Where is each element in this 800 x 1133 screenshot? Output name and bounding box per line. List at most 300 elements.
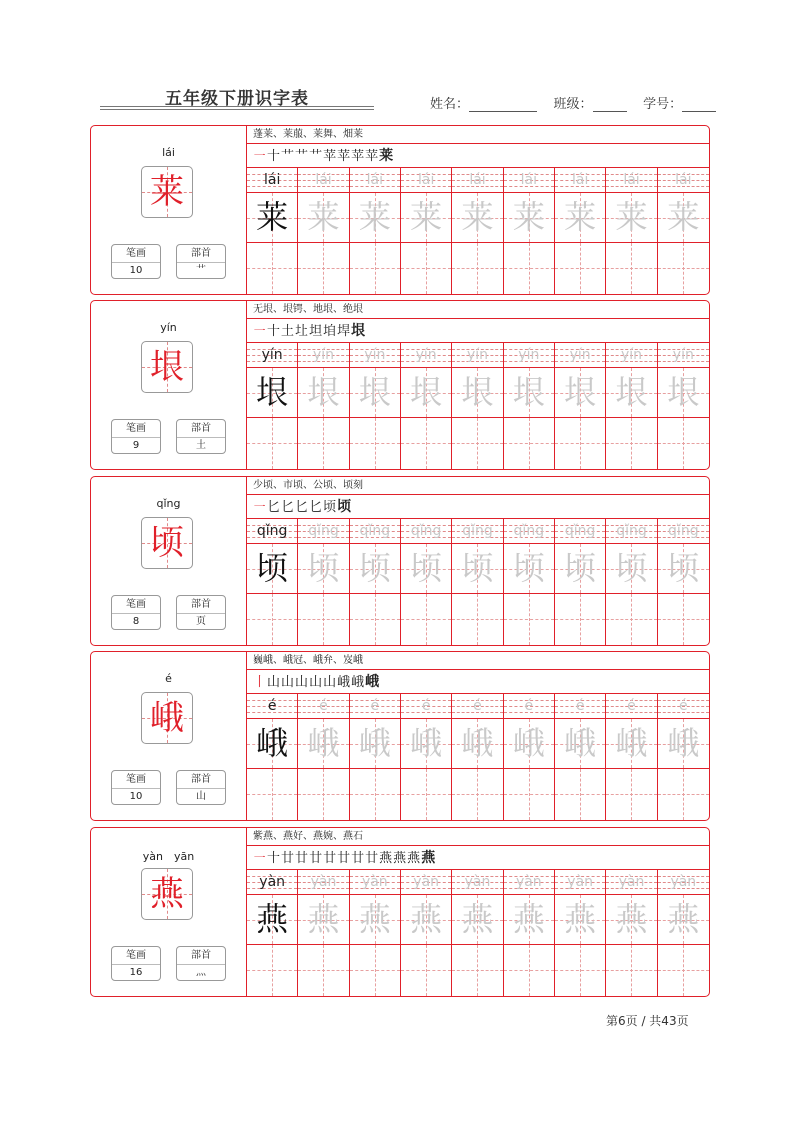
practice-pinyin: é (267, 698, 277, 714)
title-underline-2 (100, 109, 374, 110)
practice-cell[interactable] (504, 694, 555, 820)
practice-character: 顷 (667, 549, 700, 587)
practice-cell[interactable] (452, 168, 503, 294)
stroke-step: 莱 (379, 148, 394, 164)
practice-pinyin: qǐng (410, 523, 442, 539)
practice-pinyin: lái (623, 172, 640, 188)
practice-cell[interactable] (606, 343, 657, 469)
id-field[interactable] (682, 97, 716, 112)
practice-pinyin: é (679, 698, 688, 714)
practice-cell[interactable] (658, 168, 709, 294)
practice-pinyin: yàn (413, 874, 440, 890)
radical-label: 部首 (177, 420, 225, 438)
practice-pinyin: yín (466, 347, 489, 363)
practice-character: 莱 (564, 198, 597, 236)
stroke-step: 十 (267, 851, 281, 866)
practice-pinyin: yín (364, 347, 386, 363)
blank-practice-square[interactable] (350, 945, 400, 996)
blank-practice-square[interactable] (452, 769, 502, 820)
practice-character: 燕 (564, 900, 597, 938)
blank-practice-square[interactable] (658, 945, 709, 996)
stroke-step: 山 (281, 675, 295, 690)
character-box (141, 166, 193, 218)
stroke-step: 十 (267, 324, 281, 339)
character-summary (91, 301, 247, 469)
character-large: 垠 (150, 347, 184, 387)
practice-character: 垠 (512, 373, 545, 411)
character-summary (91, 477, 247, 645)
example-words: 无垠、垠锷、地垠、绝垠 (247, 301, 709, 319)
page-title: 五年级下册识字表 (165, 89, 309, 109)
example-words: 巍峨、峨冠、峨弁、岌峨 (247, 652, 709, 670)
practice-character: 莱 (615, 198, 648, 236)
character-pinyin: yín (160, 321, 177, 334)
practice-cell[interactable] (401, 168, 452, 294)
practice-pinyin: yàn (361, 874, 388, 890)
character-pinyin: yàn yān (142, 850, 195, 863)
stroke-step: 峨 (365, 674, 380, 690)
strokes-label: 笔画 (112, 245, 160, 263)
practice-cell[interactable] (504, 870, 555, 996)
blank-practice-square[interactable] (504, 418, 554, 469)
practice-character: 莱 (667, 198, 700, 236)
radical-box (176, 595, 226, 630)
radical-label: 部首 (177, 596, 225, 614)
stroke-step: 山 (267, 675, 281, 690)
stroke-step: 苹 (323, 149, 337, 164)
strokes-value: 16 (129, 967, 143, 978)
class-field[interactable] (593, 97, 627, 112)
practice-character: 燕 (461, 900, 494, 938)
practice-character: 莱 (358, 198, 391, 236)
practice-grid (247, 519, 709, 645)
strokes-value: 10 (129, 791, 143, 802)
practice-pinyin: lái (675, 172, 692, 188)
practice-character: 燕 (512, 900, 545, 938)
blank-practice-square[interactable] (350, 594, 400, 645)
stroke-step: 垠 (351, 323, 366, 339)
practice-cell[interactable] (658, 870, 709, 996)
practice-cell[interactable] (350, 343, 401, 469)
practice-grid (247, 343, 709, 469)
practice-character: 顷 (307, 549, 340, 587)
practice-cell[interactable] (555, 694, 606, 820)
example-words: 少顷、市顷、公顷、顷刻 (247, 477, 709, 495)
blank-practice-square[interactable] (452, 418, 502, 469)
practice-pinyin: qǐng (616, 523, 647, 539)
practice-cell[interactable] (658, 519, 709, 645)
practice-pinyin: qǐng (462, 523, 493, 539)
stroke-step: 艹 (281, 149, 295, 164)
character-box (141, 692, 193, 744)
blank-practice-square[interactable] (504, 243, 554, 294)
strokes-box (111, 595, 161, 630)
practice-cell[interactable] (247, 694, 298, 820)
practice-pinyin: qǐng (256, 523, 288, 539)
practice-cell[interactable] (452, 343, 503, 469)
strokes-label: 笔画 (112, 771, 160, 789)
practice-cell[interactable] (350, 870, 401, 996)
radical-box (176, 770, 226, 805)
class-label: 班级： (553, 97, 593, 112)
strokes-box (111, 770, 161, 805)
practice-character: 莱 (461, 198, 494, 236)
practice-cell[interactable] (401, 519, 452, 645)
practice-cell[interactable] (298, 343, 349, 469)
stroke-step: 十 (267, 149, 281, 164)
blank-practice-square[interactable] (606, 769, 656, 820)
practice-cell[interactable] (606, 168, 657, 294)
character-box (141, 517, 193, 569)
practice-cell[interactable] (555, 519, 606, 645)
practice-character: 燕 (307, 900, 340, 938)
practice-cell[interactable] (247, 168, 298, 294)
practice-character: 莱 (512, 198, 545, 236)
practice-character: 顷 (564, 549, 597, 587)
practice-cell[interactable] (247, 870, 298, 996)
practice-cell[interactable] (504, 519, 555, 645)
blank-practice-square[interactable] (350, 243, 400, 294)
blank-practice-square[interactable] (247, 594, 297, 645)
character-pinyin: lái (162, 146, 175, 159)
radical-value: 山 (196, 791, 206, 802)
character-card (90, 125, 710, 295)
stroke-step: 垍 (323, 324, 337, 339)
strokes-value: 10 (129, 265, 143, 276)
character-summary (91, 828, 247, 996)
radical-value: 土 (196, 440, 206, 451)
practice-pinyin: yín (312, 347, 335, 363)
character-large: 燕 (150, 874, 184, 914)
blank-practice-square[interactable] (298, 945, 348, 996)
stroke-step: 匕 (309, 500, 323, 515)
practice-pinyin: qǐng (513, 523, 545, 539)
practice-character: 垠 (256, 373, 289, 411)
character-pinyin: é (165, 672, 172, 685)
blank-practice-square[interactable] (555, 594, 605, 645)
practice-cell[interactable] (350, 168, 401, 294)
practice-cell[interactable] (350, 519, 401, 645)
stroke-step: 苹 (337, 149, 351, 164)
radical-box (176, 946, 226, 981)
stroke-step: 山 (309, 675, 323, 690)
practice-pinyin: yín (620, 347, 643, 363)
practice-cell[interactable] (298, 168, 349, 294)
blank-practice-square[interactable] (658, 769, 709, 820)
practice-grid (247, 694, 709, 820)
practice-pinyin: yàn (670, 874, 697, 890)
practice-pinyin: é (421, 698, 431, 714)
blank-practice-square[interactable] (298, 594, 348, 645)
stroke-step: 艹 (295, 149, 309, 164)
practice-character: 峨 (358, 724, 391, 762)
blank-practice-square[interactable] (350, 418, 400, 469)
character-card (90, 476, 710, 646)
character-summary (91, 126, 247, 294)
stroke-step: 峨 (337, 675, 351, 690)
practice-pinyin: yín (672, 347, 694, 363)
stroke-step: ㇐ (253, 324, 267, 339)
stroke-step: 匕 (267, 500, 281, 515)
practice-cell[interactable] (555, 870, 606, 996)
character-card (90, 300, 710, 470)
strokes-label: 笔画 (112, 420, 160, 438)
stroke-step: 顷 (323, 500, 337, 515)
name-field[interactable] (469, 97, 537, 112)
blank-practice-square[interactable] (401, 769, 451, 820)
character-box (141, 868, 193, 920)
stroke-step: 圵 (295, 324, 309, 339)
practice-cell[interactable] (298, 694, 349, 820)
stroke-step: 廿 (365, 851, 379, 866)
practice-character: 峨 (410, 724, 443, 762)
practice-cell[interactable] (606, 519, 657, 645)
practice-area (247, 477, 709, 645)
stroke-step: 燕 (407, 851, 421, 866)
character-large: 莱 (150, 172, 184, 212)
practice-pinyin: lái (315, 172, 332, 188)
strokes-value: 9 (132, 440, 140, 451)
practice-cell[interactable] (555, 168, 606, 294)
stroke-step: 顷 (337, 499, 352, 515)
strokes-label: 笔画 (112, 947, 160, 965)
radical-value: 灬 (196, 967, 206, 978)
practice-cell[interactable] (658, 343, 709, 469)
radical-label: 部首 (177, 947, 225, 965)
stroke-step: 匕 (281, 500, 295, 515)
practice-character: 顷 (358, 549, 391, 587)
blank-practice-square[interactable] (298, 418, 348, 469)
practice-character: 燕 (410, 900, 443, 938)
radical-value: 艹 (196, 265, 206, 276)
practice-pinyin: lái (366, 172, 383, 188)
radical-label: 部首 (177, 245, 225, 263)
practice-cell[interactable] (452, 519, 503, 645)
blank-practice-square[interactable] (452, 243, 502, 294)
name-label: 姓名： (430, 97, 470, 112)
character-pinyin: qǐng (156, 497, 181, 510)
practice-pinyin: é (627, 698, 636, 714)
practice-pinyin: é (319, 698, 328, 714)
practice-cell[interactable] (401, 694, 452, 820)
character-card (90, 651, 710, 821)
radical-box (176, 244, 226, 279)
practice-character: 垠 (615, 373, 648, 411)
practice-pinyin: yín (518, 347, 540, 363)
practice-character: 垠 (461, 373, 494, 411)
practice-character: 燕 (667, 900, 700, 938)
practice-pinyin: qǐng (668, 523, 699, 539)
practice-pinyin: yín (415, 347, 437, 363)
practice-cell[interactable] (452, 870, 503, 996)
stroke-step: 廿 (337, 851, 351, 866)
blank-practice-square[interactable] (658, 594, 709, 645)
stroke-step: 山 (323, 675, 337, 690)
practice-cell[interactable] (452, 694, 503, 820)
stroke-step: 苹 (351, 149, 365, 164)
title-underline (100, 106, 374, 107)
character-summary (91, 652, 247, 820)
stroke-order (247, 846, 709, 870)
practice-character: 垠 (564, 373, 597, 411)
blank-practice-square[interactable] (555, 418, 605, 469)
blank-practice-square[interactable] (504, 945, 554, 996)
character-large: 顷 (150, 523, 184, 563)
practice-area (247, 301, 709, 469)
blank-practice-square[interactable] (606, 594, 656, 645)
practice-character: 峨 (256, 724, 289, 762)
strokes-value: 8 (132, 616, 140, 627)
practice-character: 顷 (256, 549, 289, 587)
blank-practice-square[interactable] (350, 769, 400, 820)
practice-cell[interactable] (350, 694, 401, 820)
blank-practice-square[interactable] (504, 594, 554, 645)
practice-pinyin: lái (469, 172, 486, 188)
practice-character: 峨 (512, 724, 545, 762)
practice-character: 垠 (307, 373, 340, 411)
strokes-box (111, 946, 161, 981)
practice-character: 峨 (307, 724, 340, 762)
stroke-order (247, 319, 709, 343)
stroke-order (247, 670, 709, 694)
practice-cell[interactable] (247, 519, 298, 645)
stroke-step: ㇐ (253, 851, 267, 866)
practice-pinyin: yàn (310, 874, 337, 890)
blank-practice-square[interactable] (247, 945, 297, 996)
stroke-step: 坦 (309, 324, 323, 339)
blank-practice-square[interactable] (504, 769, 554, 820)
blank-practice-square[interactable] (606, 243, 656, 294)
blank-practice-square[interactable] (401, 243, 451, 294)
stroke-order (247, 144, 709, 168)
practice-cell[interactable] (658, 694, 709, 820)
stroke-step: 廿 (351, 851, 365, 866)
blank-practice-square[interactable] (555, 769, 605, 820)
practice-pinyin: yàn (515, 874, 542, 890)
practice-pinyin: yàn (567, 874, 594, 890)
practice-pinyin: é (473, 698, 482, 714)
practice-character: 顷 (461, 549, 494, 587)
practice-cell[interactable] (247, 343, 298, 469)
practice-pinyin: qǐng (564, 523, 596, 539)
practice-cell[interactable] (606, 694, 657, 820)
stroke-step: 匕 (295, 500, 309, 515)
radical-label: 部首 (177, 771, 225, 789)
blank-practice-square[interactable] (247, 243, 297, 294)
practice-area (247, 828, 709, 996)
practice-pinyin: qǐng (308, 523, 339, 539)
practice-cell[interactable] (298, 870, 349, 996)
practice-cell[interactable] (401, 870, 452, 996)
practice-pinyin: é (524, 698, 534, 714)
blank-practice-square[interactable] (606, 418, 656, 469)
practice-pinyin: yín (261, 347, 283, 363)
practice-pinyin: qǐng (359, 523, 391, 539)
blank-practice-square[interactable] (658, 243, 709, 294)
stroke-step: 艹 (309, 149, 323, 164)
blank-practice-square[interactable] (401, 594, 451, 645)
page-header (0, 0, 800, 120)
practice-cell[interactable] (298, 519, 349, 645)
stroke-step: ㇐ (253, 149, 267, 164)
practice-grid (247, 168, 709, 294)
practice-character: 莱 (307, 198, 340, 236)
strokes-label: 笔画 (112, 596, 160, 614)
practice-pinyin: yàn (259, 874, 286, 890)
practice-pinyin: yàn (618, 874, 645, 890)
practice-character: 莱 (410, 198, 443, 236)
blank-practice-square[interactable] (452, 945, 502, 996)
stroke-step: ㇐ (253, 500, 267, 515)
practice-pinyin: lái (571, 172, 589, 188)
practice-character: 莱 (256, 198, 289, 236)
stroke-step: 山 (295, 675, 309, 690)
stroke-step: 苹 (365, 149, 379, 164)
blank-practice-square[interactable] (606, 945, 656, 996)
blank-practice-square[interactable] (658, 418, 709, 469)
stroke-step: 燕 (379, 851, 393, 866)
practice-cell[interactable] (606, 870, 657, 996)
practice-cell[interactable] (555, 343, 606, 469)
stroke-step: 廿 (295, 851, 309, 866)
practice-character: 垠 (358, 373, 391, 411)
blank-practice-square[interactable] (401, 945, 451, 996)
character-box (141, 341, 193, 393)
practice-pinyin: lái (417, 172, 435, 188)
stroke-order (247, 495, 709, 519)
character-card (90, 827, 710, 997)
practice-character: 峨 (461, 724, 494, 762)
blank-practice-square[interactable] (247, 769, 297, 820)
id-label: 学号： (643, 97, 683, 112)
practice-grid (247, 870, 709, 996)
radical-value: 页 (196, 616, 206, 627)
blank-practice-square[interactable] (555, 243, 605, 294)
practice-cell[interactable] (504, 343, 555, 469)
example-words: 蓬莱、莱菔、莱舞、畑莱 (247, 126, 709, 144)
blank-practice-square[interactable] (401, 418, 451, 469)
practice-pinyin: lái (263, 172, 281, 188)
practice-character: 顷 (615, 549, 648, 587)
stroke-step: 丨 (253, 675, 267, 690)
practice-character: 燕 (615, 900, 648, 938)
blank-practice-square[interactable] (247, 418, 297, 469)
practice-cell[interactable] (504, 168, 555, 294)
practice-area (247, 126, 709, 294)
strokes-box (111, 419, 161, 454)
radical-box (176, 419, 226, 454)
blank-practice-square[interactable] (298, 769, 348, 820)
stroke-step: 土 (281, 324, 295, 339)
stroke-step: 廿 (323, 851, 337, 866)
practice-character: 峨 (615, 724, 648, 762)
blank-practice-square[interactable] (452, 594, 502, 645)
practice-character: 燕 (358, 900, 391, 938)
practice-character: 燕 (256, 900, 289, 938)
practice-cell[interactable] (401, 343, 452, 469)
practice-character: 峨 (667, 724, 700, 762)
blank-practice-square[interactable] (555, 945, 605, 996)
character-large: 峨 (150, 698, 184, 738)
example-words: 紫燕、燕好、燕婉、燕石 (247, 828, 709, 846)
practice-pinyin: yàn (464, 874, 491, 890)
practice-character: 峨 (564, 724, 597, 762)
blank-practice-square[interactable] (298, 243, 348, 294)
stroke-step: 廿 (309, 851, 323, 866)
practice-character: 垠 (667, 373, 700, 411)
stroke-step: 燕 (421, 850, 436, 866)
stroke-step: 峨 (351, 675, 365, 690)
